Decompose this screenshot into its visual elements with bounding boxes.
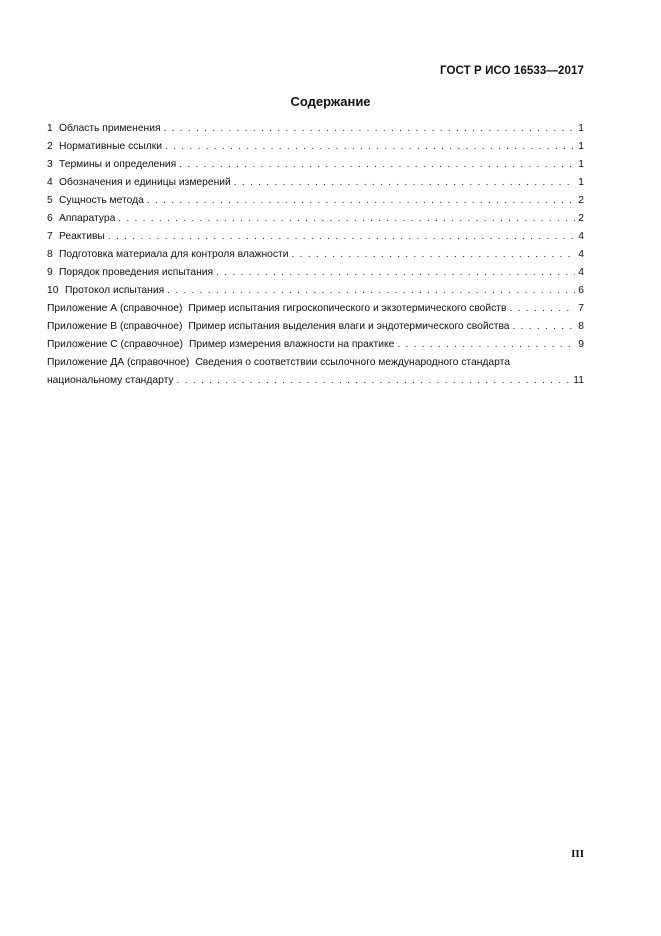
toc-entry-number: 7 bbox=[47, 231, 53, 242]
toc-appendix-entry[interactable] bbox=[47, 354, 584, 372]
toc-appendix-entry-continuation[interactable] bbox=[47, 372, 584, 390]
toc-title: Содержание bbox=[290, 94, 371, 109]
appendix-title: Сведения о соответствии ссылочного международного стандарта bbox=[195, 357, 510, 368]
toc-entry-page: 6 bbox=[578, 285, 584, 296]
toc-entry-title: Протокол испытания bbox=[65, 285, 165, 296]
appendix-tag: Приложение ДА (справочное) bbox=[47, 357, 190, 368]
toc-entry[interactable] bbox=[47, 174, 584, 192]
toc-entry-number: 8 bbox=[47, 249, 53, 260]
toc-entry-number: 9 bbox=[47, 267, 53, 278]
toc-entry-page: 9 bbox=[578, 339, 584, 350]
toc-entry-number: 6 bbox=[47, 213, 53, 224]
toc-entry-page: 1 bbox=[578, 177, 584, 188]
toc-entry-page: 4 bbox=[578, 267, 584, 278]
toc-entry-number: 4 bbox=[47, 177, 53, 188]
toc-entry-number: 5 bbox=[47, 195, 53, 206]
toc-entry-page: 1 bbox=[578, 159, 584, 170]
toc-entry[interactable] bbox=[47, 156, 584, 174]
toc-entry-page: 2 bbox=[578, 195, 584, 206]
toc-entry-title: Подготовка материала для контроля влажности bbox=[59, 249, 289, 260]
toc-leader-dots bbox=[167, 282, 575, 300]
toc-entry-number: 1 bbox=[47, 123, 53, 134]
toc-entry-page: 8 bbox=[578, 321, 584, 332]
toc-leader-dots bbox=[179, 156, 575, 174]
toc-entry-page: 4 bbox=[578, 249, 584, 260]
toc-entry-title: Порядок проведения испытания bbox=[59, 267, 214, 278]
page-number: III bbox=[571, 848, 584, 860]
toc-leader-dots bbox=[513, 318, 576, 336]
toc-entry-title: Обозначения и единицы измерений bbox=[59, 177, 231, 188]
toc-entry[interactable] bbox=[47, 264, 584, 282]
toc-leader-dots bbox=[509, 300, 575, 318]
toc-entry-number: 2 bbox=[47, 141, 53, 152]
appendix-tag: Приложение В (справочное) bbox=[47, 321, 183, 332]
toc-entry-page: 1 bbox=[578, 141, 584, 152]
toc-entry[interactable] bbox=[47, 120, 584, 138]
toc-entry[interactable] bbox=[47, 246, 584, 264]
toc-leader-dots bbox=[216, 264, 575, 282]
toc-entry-page: 1 bbox=[578, 123, 584, 134]
table-of-contents bbox=[47, 120, 584, 390]
toc-entry-title: Нормативные ссылки bbox=[59, 141, 163, 152]
toc-appendix-entry[interactable] bbox=[47, 300, 584, 318]
toc-leader-dots bbox=[147, 192, 575, 210]
toc-entry[interactable] bbox=[47, 282, 584, 300]
toc-entry-page: 11 bbox=[573, 375, 584, 386]
toc-entry-page: 2 bbox=[578, 213, 584, 224]
toc-entry-title: Реактивы bbox=[59, 231, 105, 242]
toc-appendix-entry[interactable] bbox=[47, 336, 584, 354]
appendix-title-continuation: национальному стандарту bbox=[47, 375, 174, 386]
appendix-title: Пример испытания гигроскопического и экзотермического свойств bbox=[188, 303, 507, 314]
toc-entry-page: 7 bbox=[578, 303, 584, 314]
toc-entry[interactable] bbox=[47, 192, 584, 210]
toc-entry-number: 10 bbox=[47, 285, 59, 296]
toc-leader-dots bbox=[108, 228, 575, 246]
toc-leader-dots bbox=[397, 336, 575, 354]
toc-entry-number: 3 bbox=[47, 159, 53, 170]
appendix-tag: Приложение С (справочное) bbox=[47, 339, 183, 350]
appendix-title: Пример измерения влажности на практике bbox=[188, 339, 395, 350]
toc-leader-dots bbox=[292, 246, 576, 264]
toc-leader-dots bbox=[177, 372, 571, 390]
toc-leader-dots bbox=[165, 138, 575, 156]
toc-entry[interactable] bbox=[47, 210, 584, 228]
toc-leader-dots bbox=[164, 120, 576, 138]
toc-entry-title: Сущность метода bbox=[59, 195, 144, 206]
toc-entry-title: Термины и определения bbox=[59, 159, 177, 170]
toc-leader-dots bbox=[234, 174, 575, 192]
document-code: ГОСТ Р ИСО 16533—2017 bbox=[439, 65, 584, 77]
toc-entry-title: Область применения bbox=[59, 123, 161, 134]
toc-entry[interactable] bbox=[47, 228, 584, 246]
toc-entry-page: 4 bbox=[578, 231, 584, 242]
appendix-tag: Приложение А (справочное) bbox=[47, 303, 183, 314]
appendix-title: Пример испытания выделения влаги и эндотермического свойства bbox=[188, 321, 510, 332]
toc-appendix-entry[interactable] bbox=[47, 318, 584, 336]
toc-entry-title: Аппаратура bbox=[59, 213, 116, 224]
toc-entry[interactable] bbox=[47, 138, 584, 156]
toc-leader-dots bbox=[118, 210, 575, 228]
